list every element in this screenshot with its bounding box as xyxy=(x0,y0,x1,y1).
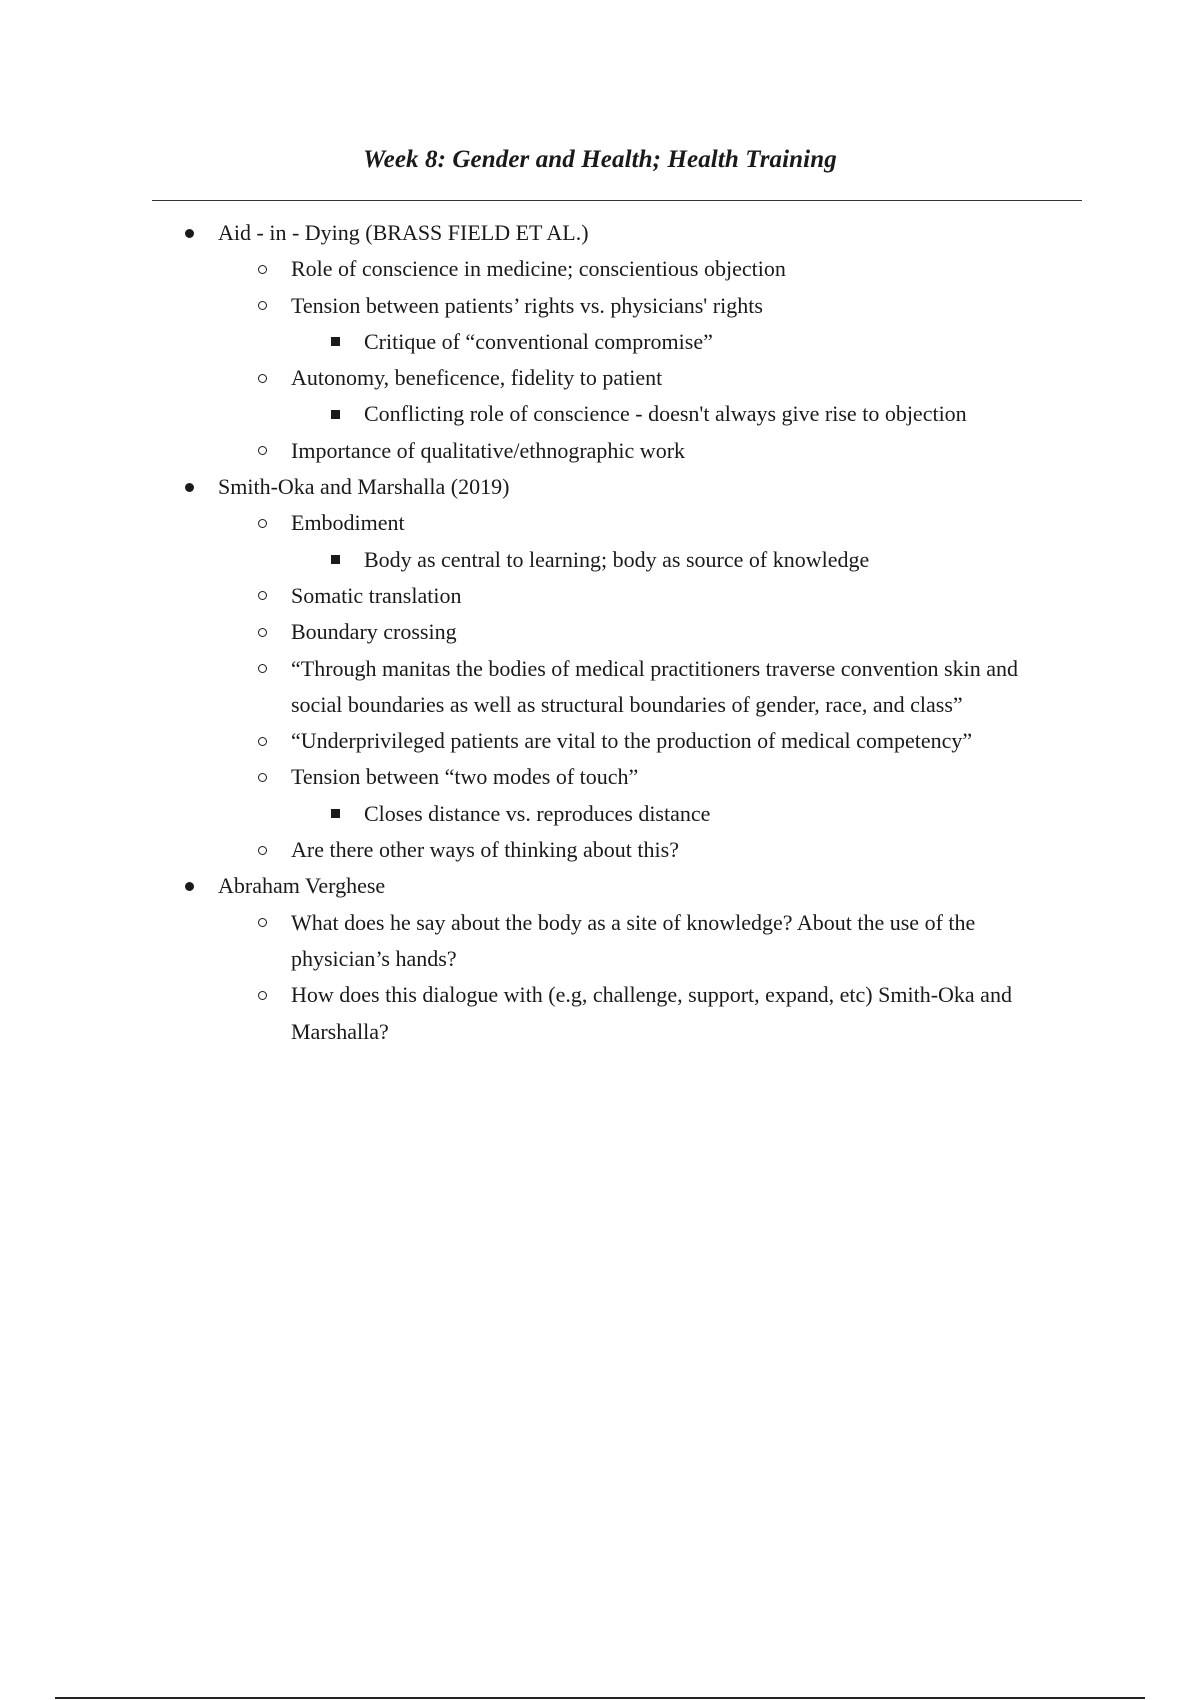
outline-subitem-text: Boundary crossing xyxy=(291,619,457,645)
outline-subsubitem-text: Closes distance vs. reproduces distance xyxy=(364,800,711,826)
outline-subitem-text: What does he say about the body as a site of knowledge? About the use of the physician’s hands? xyxy=(291,909,976,971)
outline-subitem-text: “Through manitas the bodies of medical practitioners traverse convention skin and social boundaries as well as structural boundaries of gender, race, and class” xyxy=(291,655,1018,717)
outline-subitem-text: “Underprivileged patients are vital to the production of medical competency” xyxy=(291,728,973,754)
outline-subsubitem xyxy=(0,324,1200,360)
outline-subitem-text: Tension between patients’ rights vs. physicians' rights xyxy=(291,292,763,318)
bullet-circle-icon xyxy=(252,578,272,614)
bullet-circle-icon xyxy=(252,433,272,469)
outline-item-text: Smith-Oka and Marshalla (2019) xyxy=(218,474,510,500)
notes-outline xyxy=(0,215,1200,1050)
bullet-circle-icon xyxy=(252,651,272,687)
outline-subitem-text: Embodiment xyxy=(291,510,405,536)
page-title: Week 8: Gender and Health; Health Training xyxy=(363,146,837,173)
bullet-dot-icon xyxy=(179,469,199,505)
outline-subsubitem xyxy=(0,796,1200,832)
footer-divider xyxy=(55,1697,1145,1699)
bullet-dot-icon xyxy=(179,868,199,904)
outline-subitem-text: Role of conscience in medicine; conscientious objection xyxy=(291,256,786,282)
bullet-square-icon xyxy=(325,396,345,432)
outline-subsubitem xyxy=(0,542,1200,578)
outline-subitem xyxy=(0,832,1200,868)
outline-subitem xyxy=(0,905,1200,978)
outline-item-text: Aid - in - Dying (BRASS FIELD ET AL.) xyxy=(218,220,589,245)
outline-subitem xyxy=(0,977,1200,1050)
outline-subitem xyxy=(0,360,1200,396)
outline-subsubitem xyxy=(0,396,1200,432)
bullet-circle-icon xyxy=(252,977,272,1013)
bullet-circle-icon xyxy=(252,251,272,287)
bullet-circle-icon xyxy=(252,723,272,759)
outline-subsubitem-text: Critique of “conventional compromise” xyxy=(364,328,713,354)
bullet-circle-icon xyxy=(252,759,272,795)
bullet-circle-icon xyxy=(252,505,272,541)
bullet-dot-icon xyxy=(179,215,199,251)
bullet-square-icon xyxy=(325,796,345,832)
outline-subitem xyxy=(0,651,1200,724)
bullet-circle-icon xyxy=(252,288,272,324)
outline-item xyxy=(0,469,1200,505)
bullet-circle-icon xyxy=(252,360,272,396)
outline-item xyxy=(0,868,1200,904)
outline-item-text: Abraham Verghese xyxy=(218,873,386,899)
outline-subitem-text: Importance of qualitative/ethnographic work xyxy=(291,437,686,463)
title-divider xyxy=(152,200,1082,201)
outline-subitem xyxy=(0,578,1200,614)
outline-subsubitem-text: Body as central to learning; body as source of knowledge xyxy=(364,546,870,572)
bullet-circle-icon xyxy=(252,832,272,868)
outline-subitem xyxy=(0,723,1200,759)
bullet-square-icon xyxy=(325,324,345,360)
outline-subsubitem-text: Conflicting role of conscience - doesn't always give rise to objection xyxy=(364,401,967,427)
outline-subitem xyxy=(0,288,1200,324)
outline-subitem-text: How does this dialogue with (e.g, challenge, support, expand, etc) Smith-Oka and Marshalla? xyxy=(291,982,1012,1044)
outline-item xyxy=(0,215,1200,251)
bullet-circle-icon xyxy=(252,905,272,941)
bullet-square-icon xyxy=(325,542,345,578)
outline-subitem-text: Tension between “two modes of touch” xyxy=(291,764,639,790)
bullet-circle-icon xyxy=(252,614,272,650)
outline-subitem xyxy=(0,759,1200,795)
outline-subitem-text: Are there other ways of thinking about this? xyxy=(291,837,679,863)
outline-subitem-text: Somatic translation xyxy=(291,582,462,608)
outline-subitem xyxy=(0,505,1200,541)
outline-subitem xyxy=(0,433,1200,469)
outline-subitem xyxy=(0,614,1200,650)
outline-subitem-text: Autonomy, beneficence, fidelity to patient xyxy=(291,365,663,391)
outline-subitem xyxy=(0,251,1200,287)
